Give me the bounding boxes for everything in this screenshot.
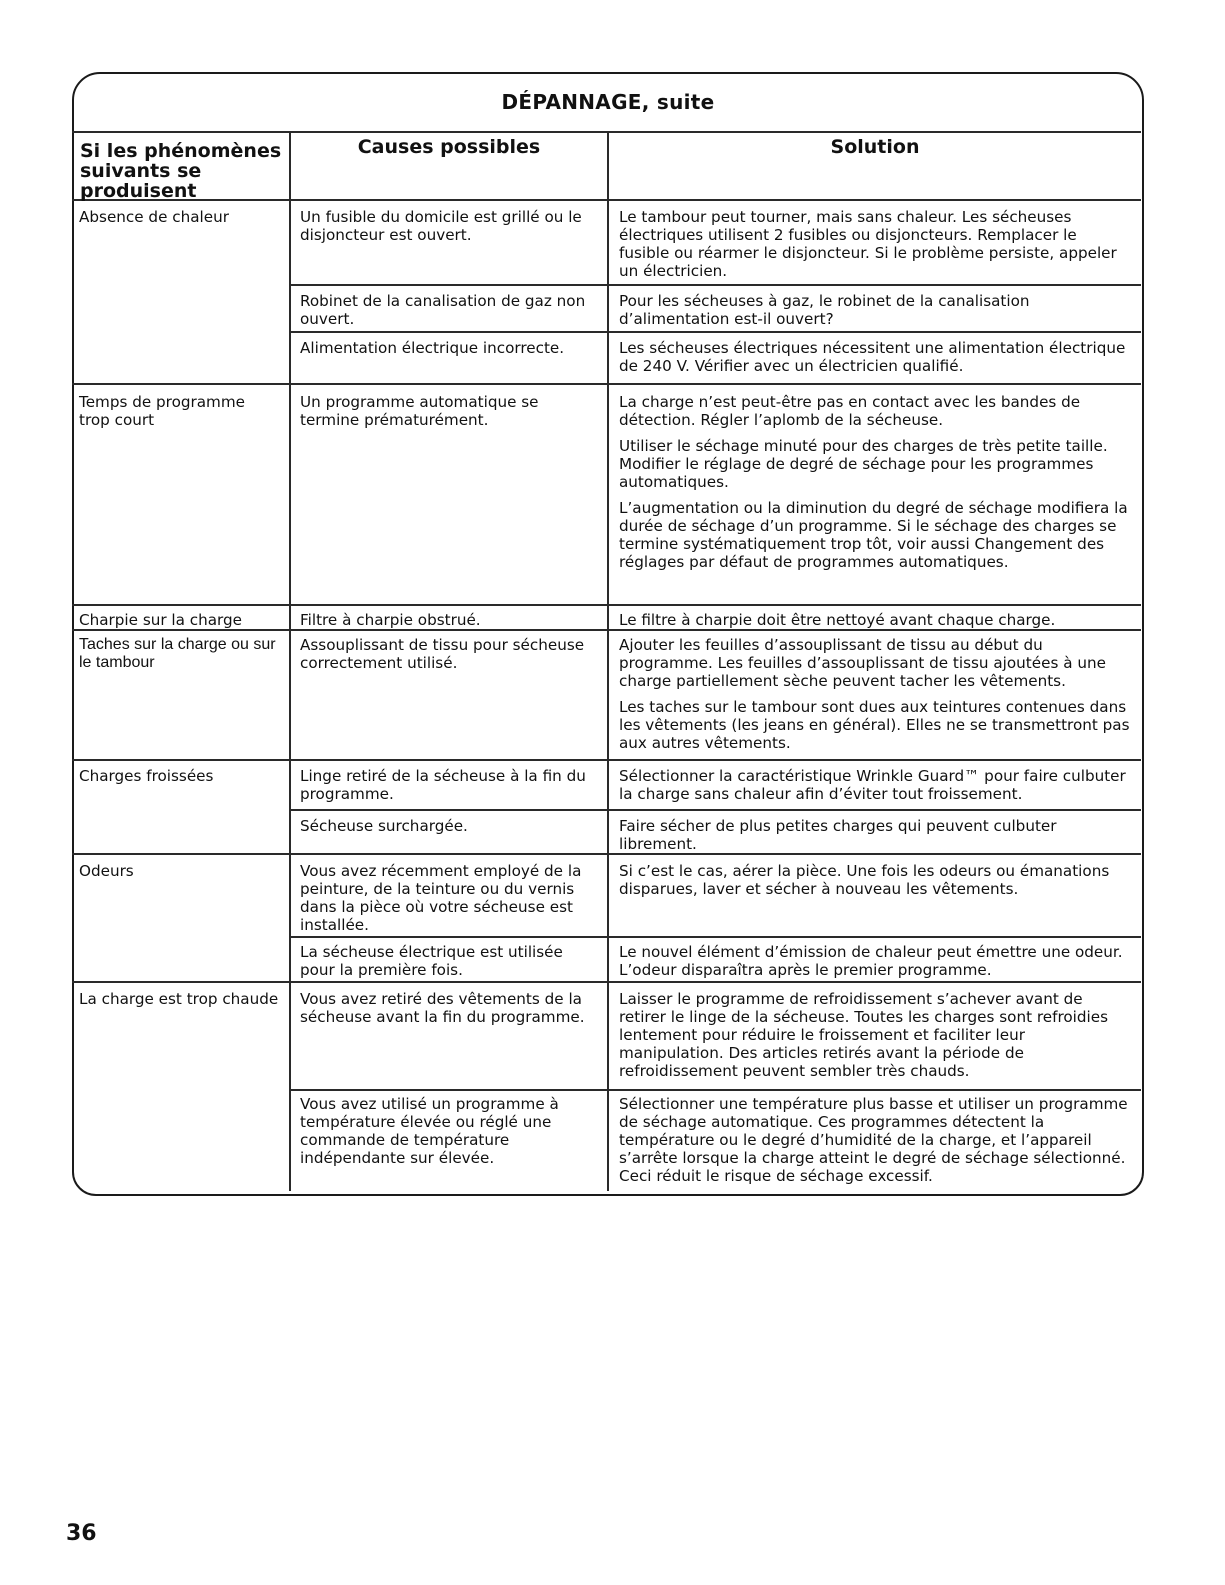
solution-cell: Si c’est le cas, aérer la pièce. Une fois les odeurs ou émanations disparues, laver et sécher à nouveau les vêtements. [619, 862, 1110, 898]
page-number: 36 [66, 1521, 97, 1546]
problem-cell: Absence de chaleur [79, 208, 229, 226]
problem-cell: Charpie sur la charge [79, 611, 243, 629]
problem-cell: Odeurs [79, 862, 134, 880]
solution-cell: Pour les sécheuses à gaz, le robinet de la canalisation d’alimentation est-il ouvert? [619, 292, 1030, 328]
solution-paragraph: La charge n’est peut-être pas en contact avec les bandes de détection. Régler l’aplomb de la sécheuse. [619, 393, 1081, 429]
problem-cell: Charges froissées [79, 767, 214, 785]
cause-cell: Filtre à charpie obstrué. [300, 611, 481, 629]
table-rule [290, 284, 1141, 286]
solution-cell: Faire sécher de plus petites charges qui peuvent culbuter librement. [619, 817, 1057, 853]
cause-cell: Vous avez récemment employé de la peinture, de la teinture ou du vernis dans la pièce où votre sécheuse est installée. [300, 862, 582, 934]
cause-cell: Robinet de la canalisation de gaz non ouvert. [300, 292, 586, 328]
solution-cell [619, 636, 1131, 760]
problem-cell: Temps de programme trop court [79, 393, 245, 429]
cause-cell: Linge retiré de la sécheuse à la fin du programme. [300, 767, 586, 803]
cause-cell: Alimentation électrique incorrecte. [300, 339, 565, 357]
solution-cell: Le nouvel élément d’émission de chaleur peut émettre une odeur. L’odeur disparaîtra après le premier programme. [619, 943, 1123, 979]
cause-cell: Assouplissant de tissu pour sécheuse correctement utilisé. [300, 636, 585, 672]
cause-cell: Sécheuse surchargée. [300, 817, 468, 835]
cause-cell: La sécheuse électrique est utilisée pour la première fois. [300, 943, 563, 979]
troubleshooting-table [72, 131, 1141, 1193]
header-problem: Si les phénomènes suivants se produisent [80, 140, 282, 202]
table-column-rule [289, 131, 291, 1191]
solution-paragraph: Les taches sur le tambour sont dues aux teintures contenues dans les vêtements (les jeans en général). Elles ne se transmettront pas aux autres vêtements. [619, 698, 1130, 752]
problem-cell: Taches sur la charge ou sur le tambour [79, 636, 276, 671]
solution-paragraph: Ajouter les feuilles d’assouplissant de tissu au début du programme. Les feuilles d’assouplissant de tissu ajoutées à une charge partiellement sèche peuvent tacher les vêtements. [619, 636, 1106, 690]
cause-cell: Un fusible du domicile est grillé ou le disjoncteur est ouvert. [300, 208, 582, 244]
solution-cell: Les sécheuses électriques nécessitent une alimentation électrique de 240 V. Vérifier avec un électricien qualifié. [619, 339, 1126, 375]
table-column-rule [607, 131, 609, 1191]
solution-cell: Sélectionner la caractéristique Wrinkle Guard™ pour faire culbuter la charge sans chaleur afin d’éviter tout froissement. [619, 767, 1126, 803]
solution-paragraph: Utiliser le séchage minuté pour des charges de très petite taille. Modifier le réglage de degré de séchage pour les programmes automatiques. [619, 437, 1108, 491]
cause-cell: Vous avez utilisé un programme à température élevée ou réglé une commande de température indépendante sur élevée. [300, 1095, 559, 1167]
solution-paragraph: L’augmentation ou la diminution du degré de séchage modifiera la durée de séchage d’un programme. Si le séchage des charges se termine systématiquement trop tôt, voir aussi Changement des réglages par défaut de programmes automatiques. [619, 499, 1128, 571]
problem-cell: La charge est trop chaude [79, 990, 279, 1008]
header-causes: Causes possibles [357, 136, 541, 158]
solution-cell: Sélectionner une température plus basse et utiliser un programme de séchage automatique. Ces programmes détectent la température ou le degré d’humidité de la charge, et l’appareil s’arrête lorsque la charge atteint le degré de séchage sélectionné. Ceci réduit le risque de séchage excessif. [619, 1095, 1128, 1185]
cause-cell: Vous avez retiré des vêtements de la sécheuse avant la fin du programme. [300, 990, 585, 1026]
table-rule [290, 936, 1141, 938]
solution-cell [619, 393, 1131, 579]
page-title: DÉPANNAGE, suite [501, 90, 715, 114]
solution-cell: Le tambour peut tourner, mais sans chaleur. Les sécheuses électriques utilisent 2 fusibles ou disjoncteurs. Remplacer le fusible ou réarmer le disjoncteur. Si le problème persiste, appeler un électricien. [619, 208, 1117, 280]
header-solution: Solution [830, 136, 920, 158]
table-rule [290, 809, 1141, 811]
table-rule [290, 331, 1141, 333]
solution-cell: Laisser le programme de refroidissement s’achever avant de retirer le linge de la sécheuse. Toutes les charges sont refroidies lentement pour réduire le froissement et faciliter leur manipulation. Des articles retirés avant la période de refroidissement peuvent sembler très chauds. [619, 990, 1108, 1080]
solution-cell: Le filtre à charpie doit être nettoyé avant chaque charge. [619, 611, 1056, 629]
table-rule [290, 1089, 1141, 1091]
cause-cell: Un programme automatique se termine prématurément. [300, 393, 539, 429]
